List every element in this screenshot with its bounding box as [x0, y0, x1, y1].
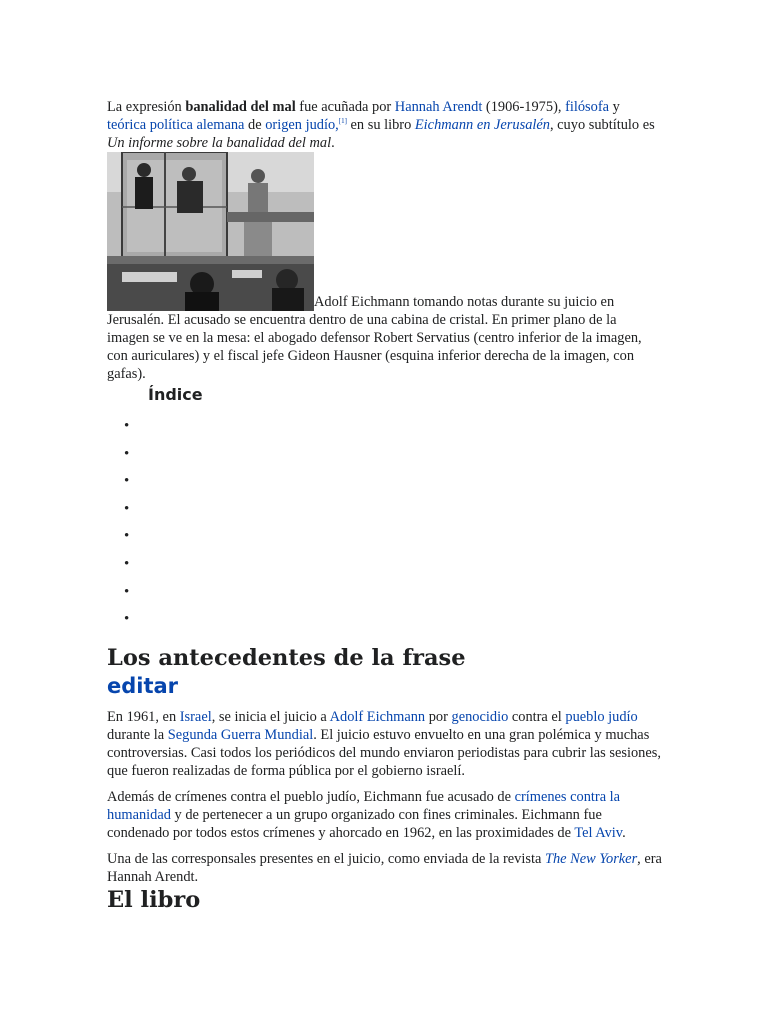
- paragraph-text: En 1961, en: [107, 708, 180, 725]
- intro-text: , cuyo subtítulo es: [549, 117, 655, 133]
- link-israel[interactable]: Israel: [179, 708, 212, 725]
- paragraph-1: [107, 708, 662, 780]
- link-book-title[interactable]: Eichmann en Jerusalén: [414, 117, 550, 133]
- intro-paragraph: [107, 98, 662, 152]
- link-pueblo-judio[interactable]: pueblo judío: [565, 708, 638, 725]
- paragraph-text: y de pertenecer a un grupo organizado con fines criminales. Eichmann fue condenado por todos estos crímenes y ahorcado en 1962, en las proximidades de: [107, 806, 602, 841]
- toc-title: Índice: [148, 385, 203, 404]
- article-body: [107, 98, 662, 914]
- link-adolf-eichmann[interactable]: Adolf Eichmann: [329, 708, 426, 725]
- toc-list: [107, 415, 662, 636]
- trial-photo[interactable]: [107, 152, 314, 311]
- intro-text: y: [609, 99, 620, 115]
- figure-caption: Adolf Eichmann tomando notas durante su juicio en Jerusalén. El acusado se encuentra dentro de una cabina de cristal. En primer plano de la imagen se ve en la mesa: el abogado defensor Robert Servatius (centro inferior de la imagen, con auriculares) y el fiscal jefe Gideon Hausner (esquina inferior derecha de la imagen, con gafas).: [107, 294, 642, 382]
- section-heading-el-libro: El libro: [107, 886, 201, 913]
- paragraph-text: Además de crímenes contra el pueblo judío, Eichmann fue acusado de: [107, 788, 515, 805]
- intro-text: en su libro: [346, 117, 415, 133]
- link-filosofa[interactable]: filósofa: [565, 99, 610, 115]
- section-heading-text: Los antecedentes de la frase: [107, 644, 466, 671]
- paragraph-2: [107, 788, 662, 842]
- link-origen-judio[interactable]: origen judío,: [265, 117, 339, 133]
- toc-item[interactable]: [107, 608, 662, 636]
- paragraph-text: contra el: [508, 708, 566, 725]
- toc-item[interactable]: [107, 470, 662, 498]
- edit-section-link[interactable]: editar: [107, 673, 179, 698]
- toc-item[interactable]: [107, 415, 662, 443]
- intro-text: fue acuñada por: [295, 99, 395, 115]
- figure: [107, 152, 662, 383]
- intro-text: (1906-1975),: [482, 99, 566, 115]
- link-teorica-politica[interactable]: teórica política alemana: [107, 117, 245, 133]
- paragraph-text: , era Hannah Arendt.: [107, 850, 662, 885]
- toc-item[interactable]: [107, 498, 662, 526]
- link-genocidio[interactable]: genocidio: [451, 708, 509, 725]
- section-heading-antecedentes: [107, 644, 662, 700]
- link-segunda-guerra-mundial[interactable]: Segunda Guerra Mundial: [167, 726, 314, 743]
- toc-item[interactable]: [107, 581, 662, 609]
- paragraph-text: Una de las corresponsales presentes en el juicio, como enviada de la revista: [107, 850, 545, 867]
- toc-item[interactable]: [107, 443, 662, 471]
- intro-bold-term: banalidad del mal: [185, 99, 296, 115]
- link-the-new-yorker[interactable]: The New Yorker: [544, 850, 638, 867]
- reference-link[interactable]: [1]: [338, 117, 347, 126]
- link-tel-aviv[interactable]: Tel Aviv: [574, 824, 623, 841]
- intro-text: de: [244, 117, 266, 133]
- link-crimenes-contra-la-humanidad[interactable]: crímenes contra la humanidad: [107, 788, 621, 823]
- paragraph-3: [107, 850, 662, 886]
- intro-text: .: [331, 135, 335, 151]
- link-hannah-arendt[interactable]: Hannah Arendt: [394, 99, 483, 115]
- intro-text: La expresión: [107, 99, 186, 115]
- book-subtitle: Un informe sobre la banalidad del mal: [107, 135, 332, 151]
- paragraph-text: , se inicia el juicio a: [211, 708, 330, 725]
- paragraph-text: por: [425, 708, 452, 725]
- toc-item[interactable]: [107, 525, 662, 553]
- paragraph-text: .: [622, 824, 626, 841]
- trial-photo-image: [107, 152, 314, 311]
- paragraph-text: . El juicio estuvo envuelto en una gran polémica y muchas controversias. Casi todos los periódicos del mundo enviaron periodistas para cubrir las sesiones, que fueron realizadas de forma pública por el gobierno israelí.: [107, 726, 661, 779]
- toc-item[interactable]: [107, 553, 662, 581]
- paragraph-text: durante la: [107, 726, 168, 743]
